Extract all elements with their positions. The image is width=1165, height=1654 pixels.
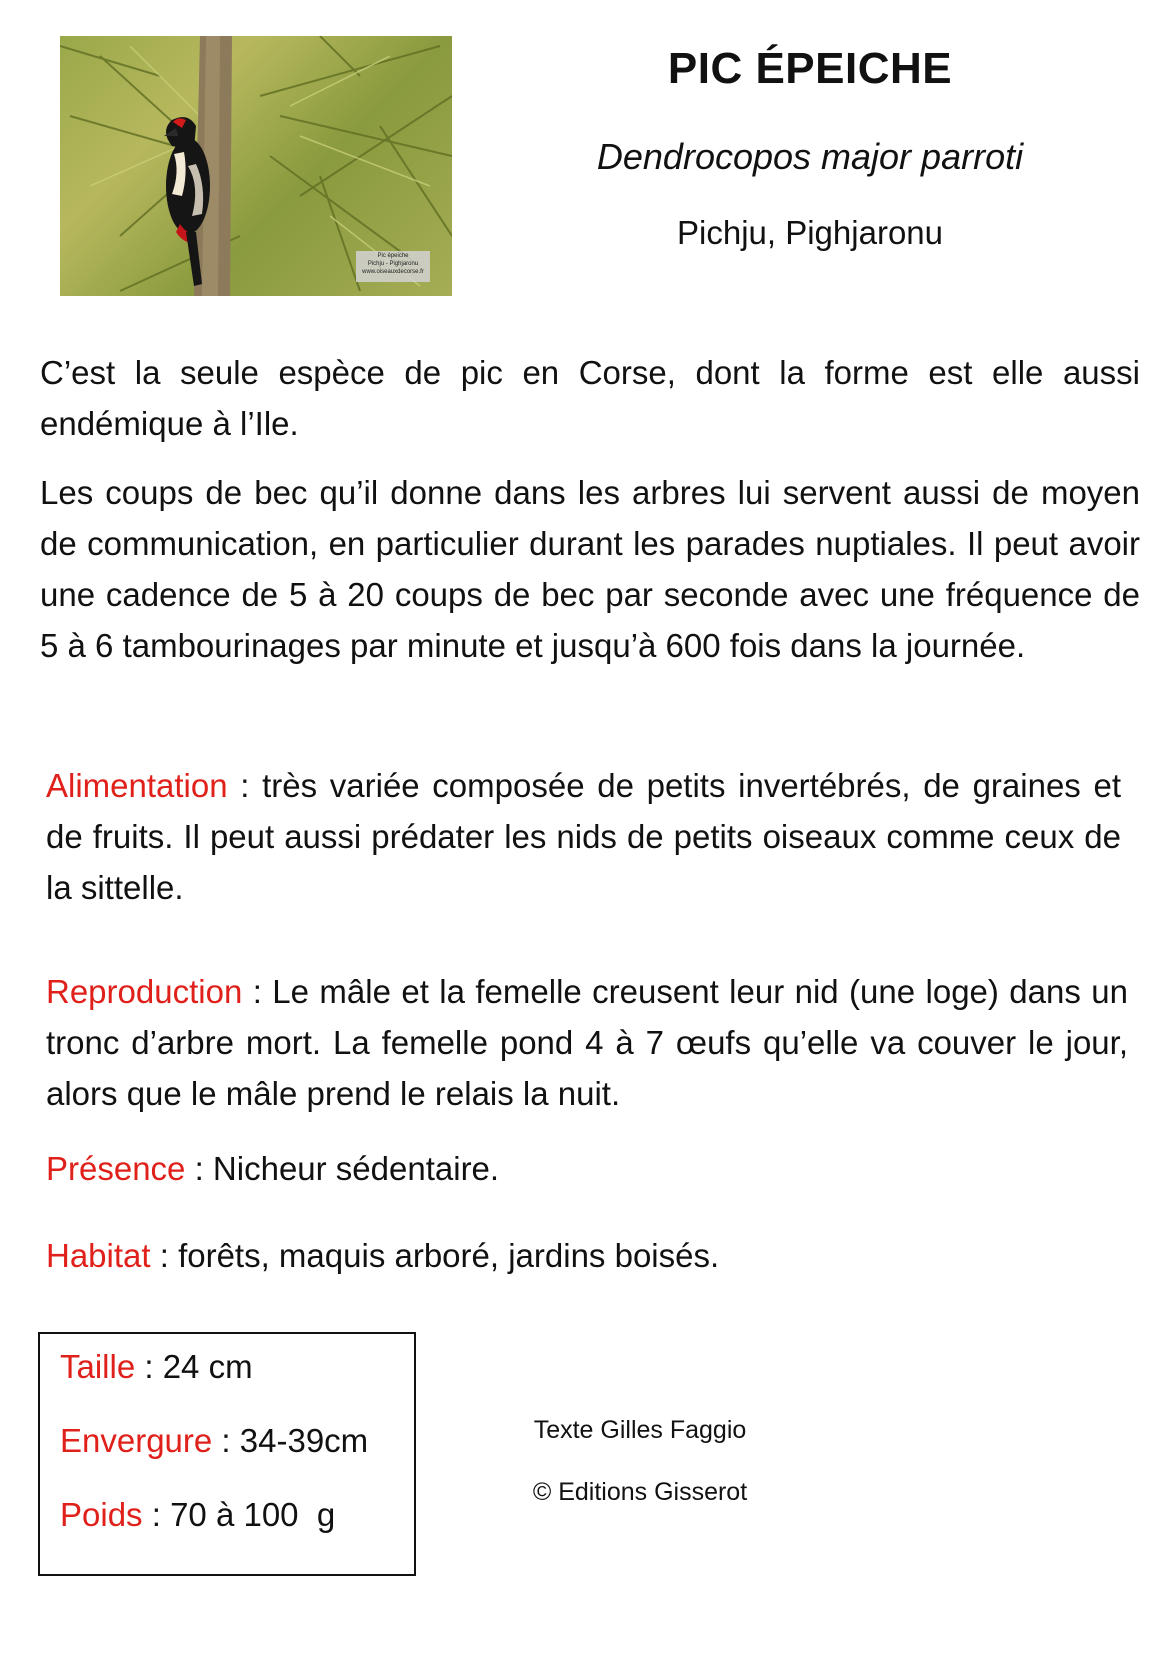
presence-label: Présence xyxy=(46,1150,186,1187)
woodpecker-photo xyxy=(60,36,452,296)
presence-text: : Nicheur sédentaire. xyxy=(185,1150,500,1187)
scientific-name: Dendrocopos major parroti xyxy=(596,136,1024,177)
section-reproduction xyxy=(46,966,1128,1119)
intro-paragraph: C’est la seule espèce de pic en Corse, dont la forme est elle aussi endémique à l’Ile. xyxy=(40,354,1140,442)
section-alimentation xyxy=(46,760,1121,913)
photo-caption-line2: Pichju - Pighjaronu xyxy=(367,261,419,267)
local-names: Pichju, Pighjaronu xyxy=(677,214,943,251)
text-author-credit: Texte Gilles Faggio xyxy=(533,1416,747,1444)
alimentation-label: Alimentation xyxy=(46,767,241,804)
reproduction-text: : Le mâle et la femelle creusent leur nid (une loge) dans un tronc d’arbre mort. La femelle pond 4 à 7 œufs qu’elle va couver le jour, alors que le mâle prend le relais la nuit. xyxy=(46,973,1128,1112)
communication-paragraph: Les coups de bec qu’il donne dans les arbres lui servent aussi de moyen de communication, en particulier durant les parades nuptiales. Il peut avoir une cadence de 5 à 20 coups de bec par seconde avec une fréquence de 5 à 6 tambourinages par minute et jusqu’à 600 fois dans la journée. xyxy=(40,474,1140,664)
taille-label: Taille xyxy=(60,1348,136,1385)
reproduction-label: Reproduction xyxy=(46,973,243,1010)
section-presence xyxy=(46,1143,1121,1194)
envergure-value: : 34-39cm xyxy=(212,1422,369,1459)
poids-row xyxy=(60,1496,335,1534)
poids-label: Poids xyxy=(60,1496,143,1533)
photo-caption xyxy=(356,251,430,282)
alimentation-text: : très variée composée de petits invertébrés, de graines et de fruits. Il peut aussi prédater les nids de petits oiseaux comme ceux de la sittelle. xyxy=(46,767,1121,906)
envergure-row xyxy=(60,1422,368,1460)
poids-value: : 70 à 100 g xyxy=(142,1496,336,1533)
photo-caption-line3: www.oiseauxdecorse.fr xyxy=(362,269,424,275)
habitat-label: Habitat xyxy=(46,1237,151,1274)
photo-caption-line1: Pic épeiche xyxy=(377,253,409,259)
measurements-box xyxy=(38,1332,416,1576)
page-title: PIC ÉPEICHE xyxy=(667,44,953,93)
envergure-label: Envergure xyxy=(60,1422,213,1459)
publisher-credit: © Editions Gisserot xyxy=(532,1478,748,1506)
section-habitat xyxy=(46,1230,1121,1281)
taille-value: : 24 cm xyxy=(135,1348,253,1385)
taille-row xyxy=(60,1348,253,1386)
habitat-text: : forêts, maquis arboré, jardins boisés. xyxy=(150,1237,720,1274)
